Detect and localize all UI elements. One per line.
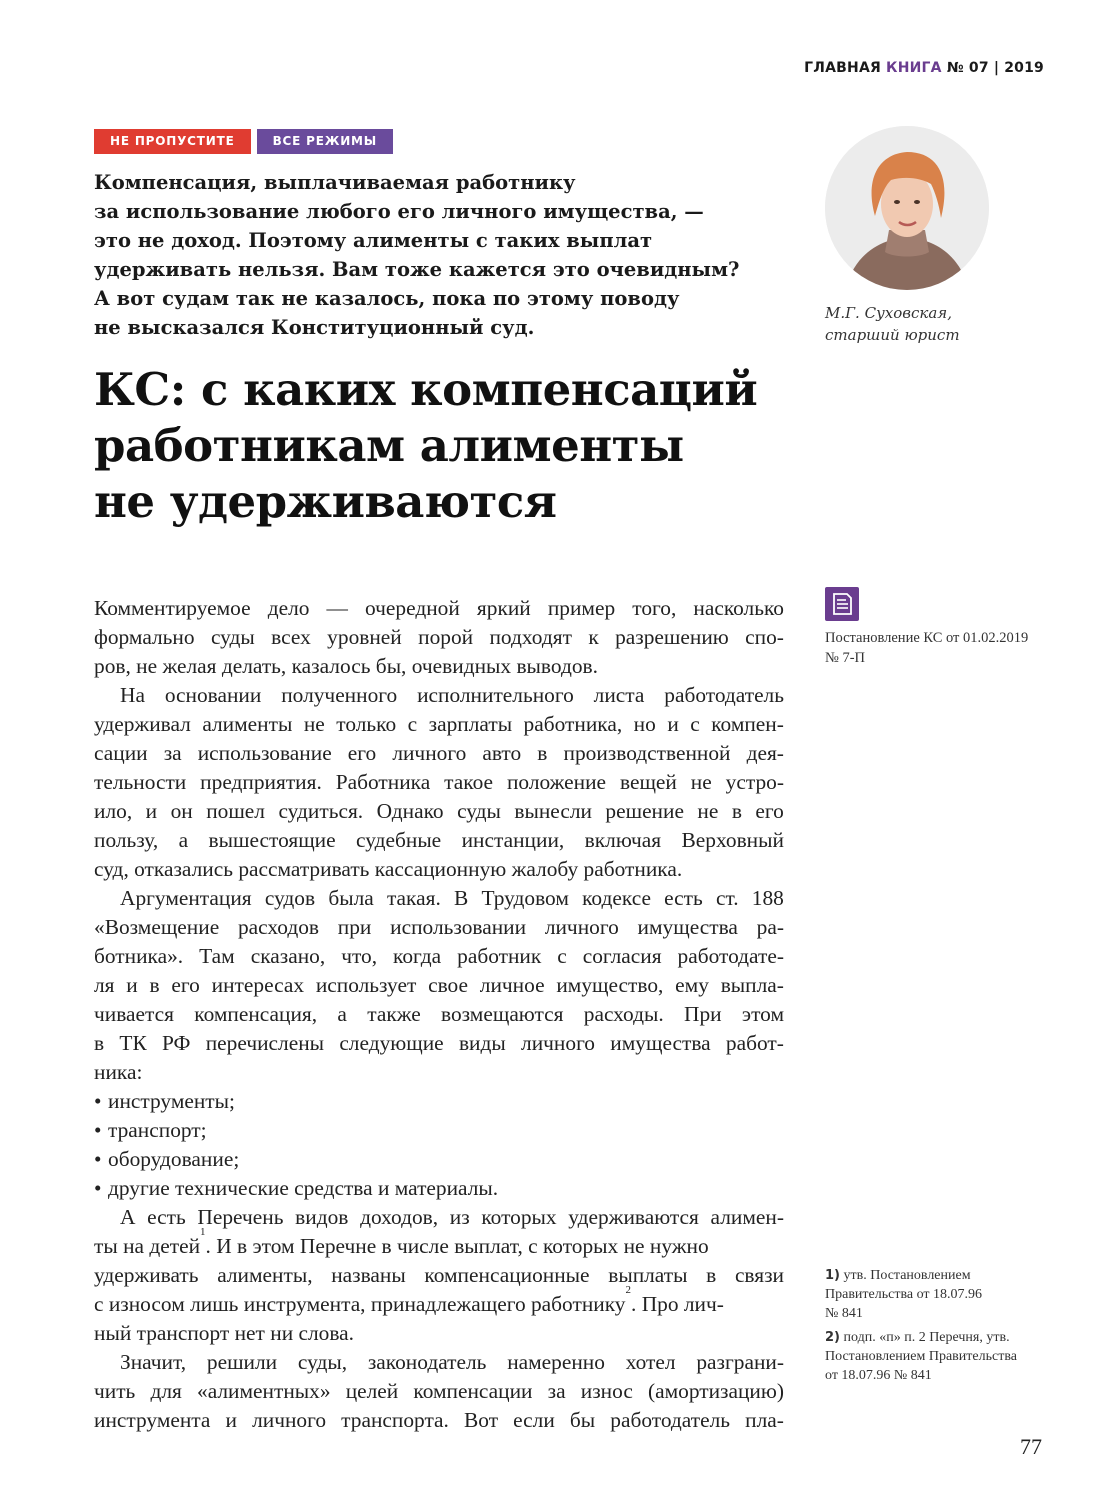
body-line: чивается компенсация, а также возмещаются расходы. При этом bbox=[94, 1002, 784, 1026]
lead-line: за использование любого его личного имущества, — bbox=[94, 200, 704, 223]
body-line: пользу, а вышестоящие судебные инстанции, включая Верховный bbox=[94, 828, 784, 852]
masthead-main: ГЛАВНАЯ bbox=[804, 60, 881, 76]
body-line: удерживать алименты, названы компенсационные выплаты в связи bbox=[94, 1263, 784, 1287]
body-line: На основании полученного исполнительного листа работодатель bbox=[120, 683, 784, 707]
headline-line: не удерживаются bbox=[94, 475, 557, 528]
bullet-icon: • bbox=[94, 1147, 102, 1171]
headline-line: работникам алименты bbox=[94, 419, 684, 472]
lead-line: удерживать нельзя. Вам тоже кажется это очевидным? bbox=[94, 258, 740, 281]
bullet-icon: • bbox=[94, 1089, 102, 1113]
bullet-icon: • bbox=[94, 1118, 102, 1142]
author-position: старший юрист bbox=[825, 326, 960, 344]
tag-dont-miss: НЕ ПРОПУСТИТЕ bbox=[94, 129, 251, 154]
masthead-book: КНИГА bbox=[886, 60, 942, 76]
lead-line: не высказался Конституционный суд. bbox=[94, 316, 535, 339]
body-line: сации за использование его личного авто в производственной дея- bbox=[94, 741, 784, 765]
body-line: суд, отказались рассматривать кассационную жалобу работника. bbox=[94, 857, 683, 881]
tag-all-regimes: ВСЕ РЕЖИМЫ bbox=[257, 129, 393, 154]
body-line: ило, и он пошел судиться. Однако суды вынесли решение не в его bbox=[94, 799, 784, 823]
document-reference bbox=[825, 628, 1028, 668]
body-line: инструмента и личного транспорта. Вот если бы работодатель пла- bbox=[94, 1408, 784, 1432]
lead-line: это не доход. Поэтому алименты с таких выплат bbox=[94, 229, 653, 252]
lead-line: А вот судам так не казалось, пока по этому поводу bbox=[94, 287, 680, 310]
footnote-ref-1[interactable]: 1 bbox=[200, 1226, 206, 1238]
page-number: 77 bbox=[1020, 1434, 1042, 1459]
doc-ref-line: № 7-П bbox=[825, 650, 866, 666]
headline-line: КС: с каких компенсаций bbox=[94, 363, 758, 416]
lead-line: Компенсация, выплачиваемая работнику bbox=[94, 171, 576, 194]
body-line: ника: bbox=[94, 1060, 143, 1084]
masthead bbox=[804, 60, 1044, 76]
footnote-number: 1) bbox=[825, 1268, 840, 1283]
body-line: в ТК РФ перечислены следующие виды личного имущества работ- bbox=[94, 1031, 784, 1055]
author-caption bbox=[825, 302, 960, 346]
body-line: ты на детей 1 . И в этом Перечне в числе выплат, с которых не нужно bbox=[94, 1232, 784, 1261]
body-line: Значит, решили суды, законодатель намеренно хотел разграни- bbox=[120, 1350, 784, 1374]
body-line: формально суды всех уровней порой подходят к разрешению спо- bbox=[94, 625, 784, 649]
body-line: ля и в его интересах использует свое личное имущество, ему выпла- bbox=[94, 973, 784, 997]
body-line: ботника». Там сказано, что, когда работник с согласия работодате- bbox=[94, 944, 784, 968]
rubric-tags bbox=[94, 129, 393, 154]
masthead-issue: № 07 | 2019 bbox=[946, 60, 1044, 76]
body-line: ров, не желая делать, казалось бы, очевидных выводов. bbox=[94, 654, 598, 678]
footnote-ref-2[interactable]: 2 bbox=[625, 1284, 631, 1296]
body-line: Аргументация судов была такая. В Трудовом кодексе есть ст. 188 bbox=[120, 886, 784, 910]
footnotes bbox=[825, 1266, 1055, 1390]
body-line: с износом лишь инструмента, принадлежащего работнику 2 . Про лич- bbox=[94, 1290, 784, 1319]
author-name: М.Г. Суховская, bbox=[825, 304, 952, 322]
article-headline bbox=[94, 362, 794, 530]
author-portrait-icon bbox=[825, 126, 989, 290]
footnote-1: 1) утв. Постановлением Правительства от 18.07.96 № 841 bbox=[825, 1268, 983, 1321]
body-line: чить для «алиментных» целей компенсации за износ (амортизацию) bbox=[94, 1379, 784, 1403]
doc-ref-line: Постановление КС от 01.02.2019 bbox=[825, 630, 1029, 646]
list-item: • инструменты; bbox=[94, 1087, 784, 1116]
article-body bbox=[94, 594, 784, 1435]
body-line: ный транспорт нет ни слова. bbox=[94, 1321, 355, 1345]
list-item: • транспорт; bbox=[94, 1116, 784, 1145]
body-line: тельности предприятия. Работника такое положение вещей не устро- bbox=[94, 770, 784, 794]
lead-paragraph bbox=[94, 168, 774, 342]
body-line: «Возмещение расходов при использовании личного имущества ра- bbox=[94, 915, 784, 939]
bullet-icon: • bbox=[94, 1176, 102, 1200]
body-line: А есть Перечень видов доходов, из которых удерживаются алимен- bbox=[120, 1205, 784, 1229]
body-line: Комментируемое дело — очередной яркий пример того, насколько bbox=[94, 596, 784, 620]
footnote-2: 2) подп. «п» п. 2 Перечня, утв. Постановлением Правительства от 18.07.96 № 841 bbox=[825, 1330, 1017, 1383]
document-icon bbox=[825, 587, 859, 621]
author-photo bbox=[825, 126, 989, 290]
footnote-number: 2) bbox=[825, 1330, 840, 1345]
body-line: удерживал алименты не только с зарплаты работника, но и с компен- bbox=[94, 712, 784, 736]
list-item: • оборудование; bbox=[94, 1145, 784, 1174]
list-item: • другие технические средства и материалы. bbox=[94, 1174, 784, 1203]
